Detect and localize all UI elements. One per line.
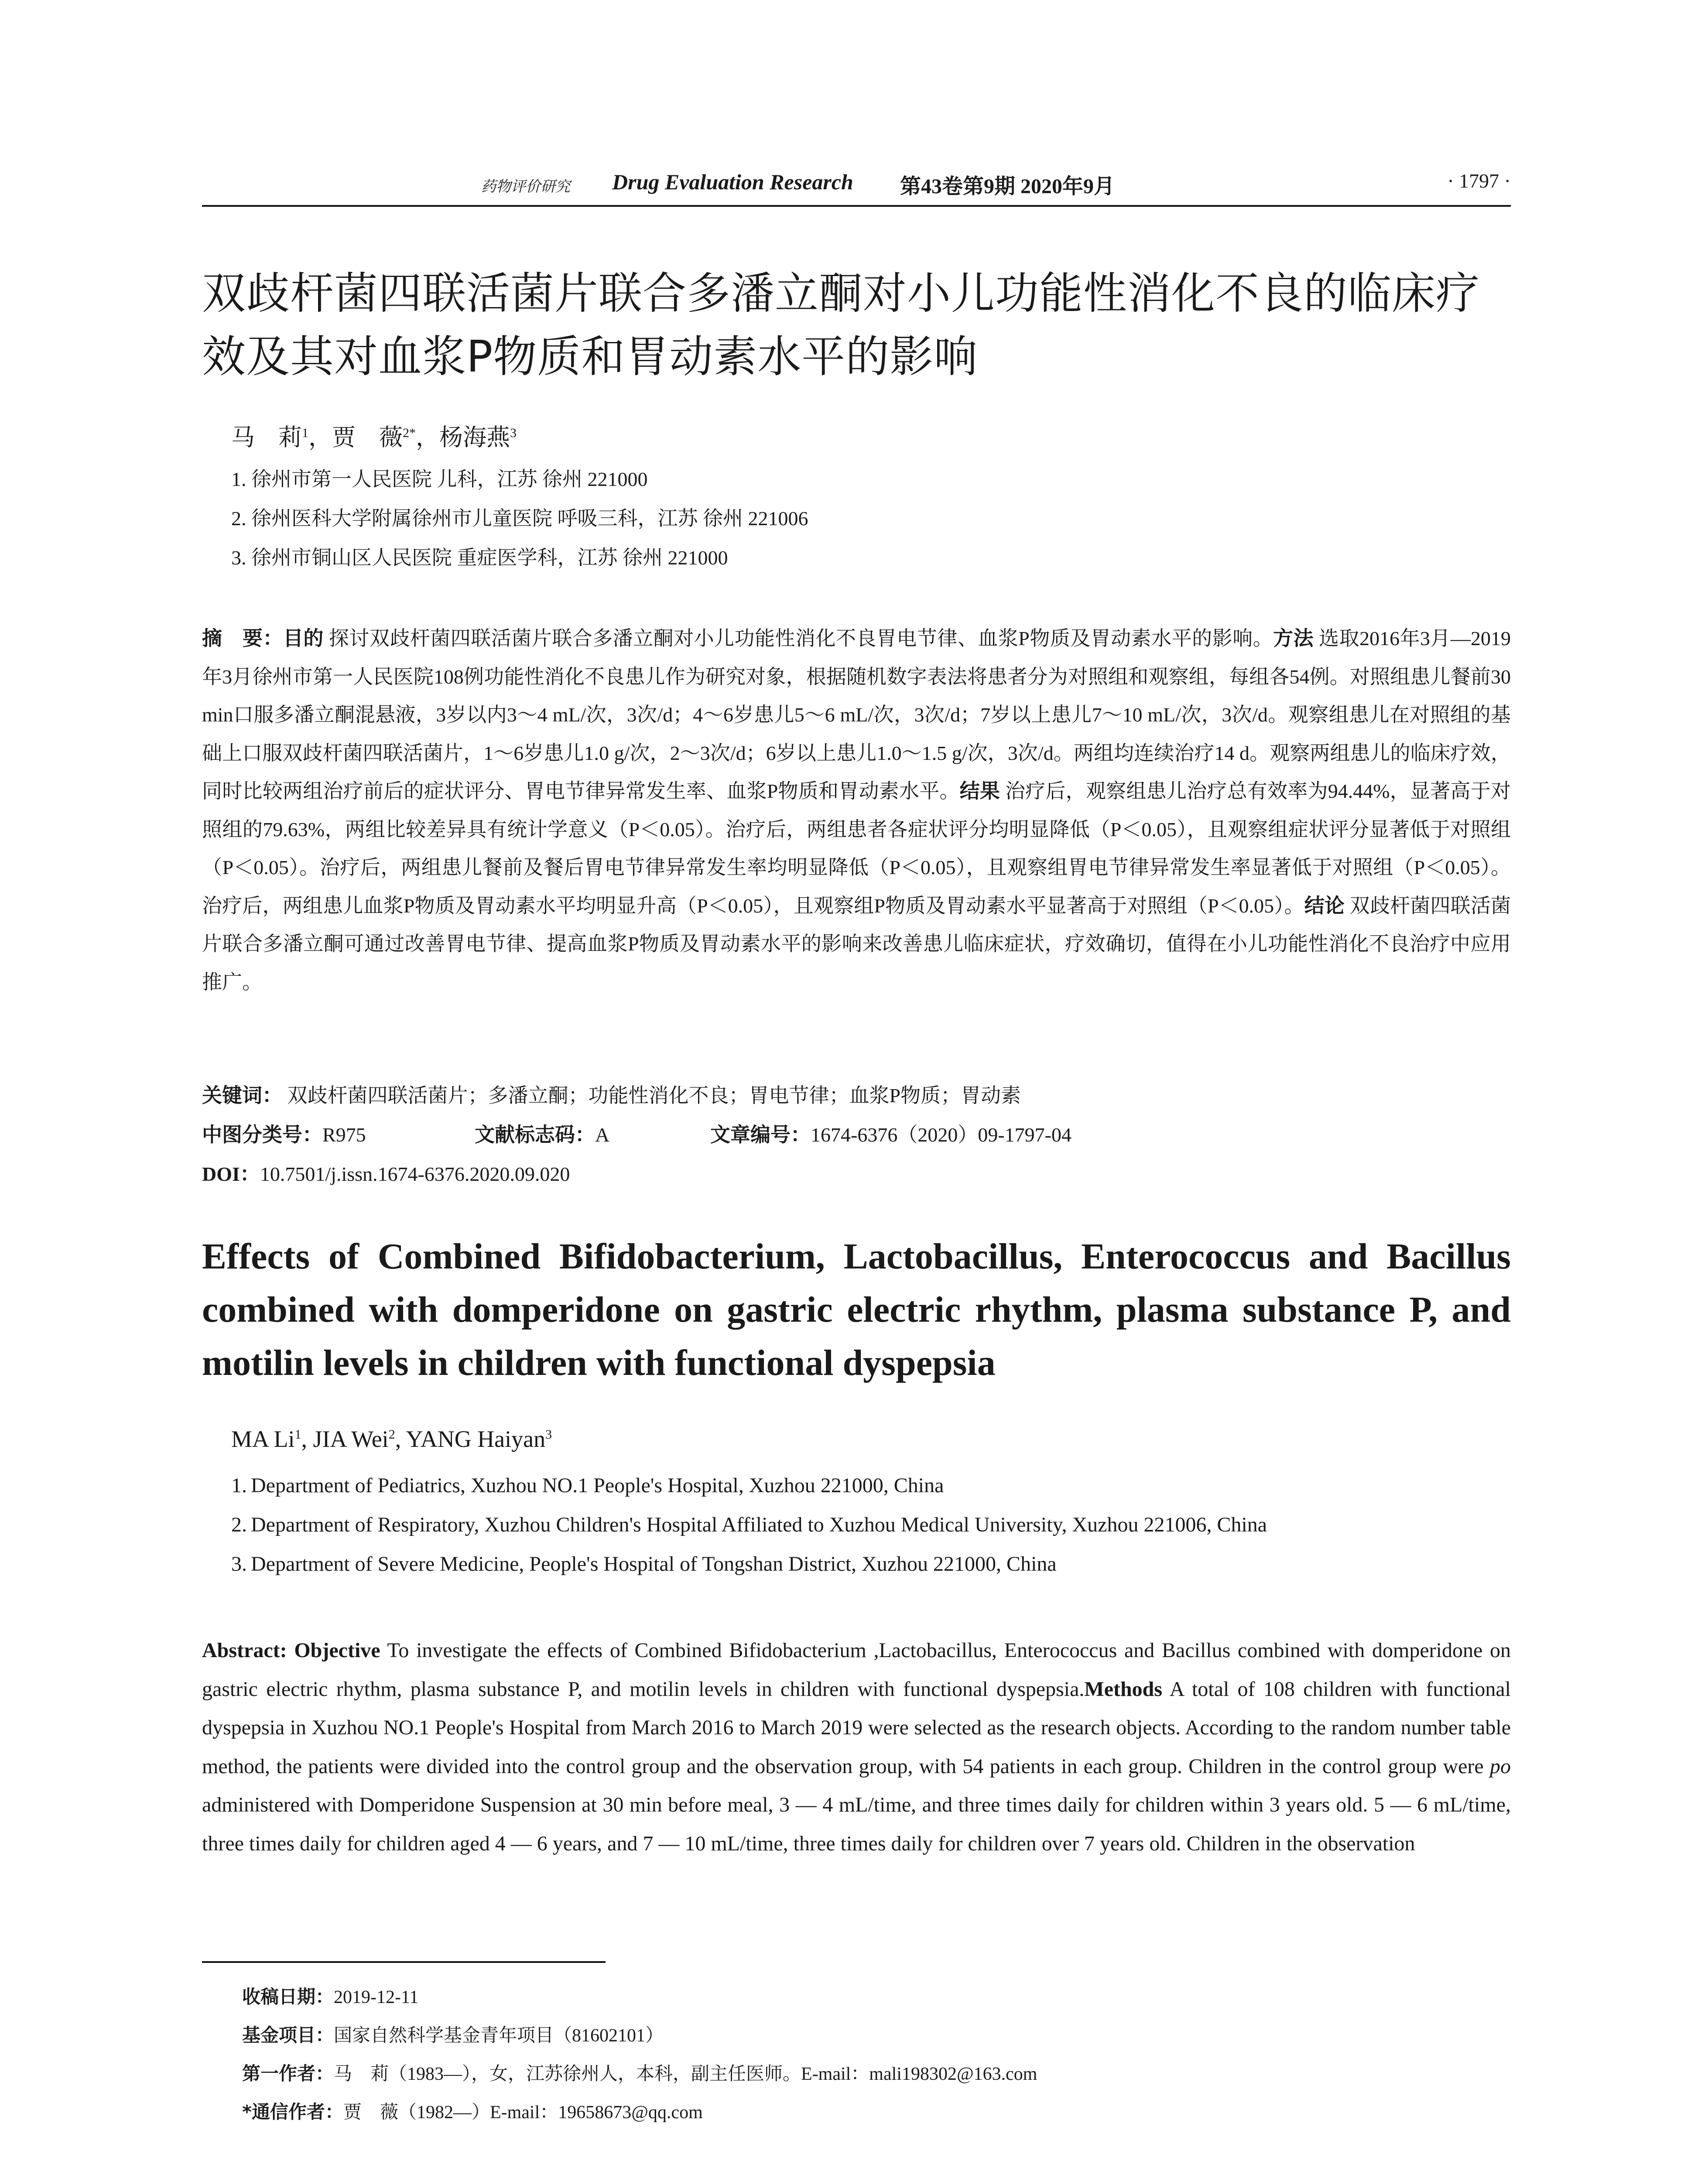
first-author	[242, 2059, 1037, 2085]
clc-label: 中图分类号：	[202, 1123, 322, 1146]
author-name: MA Li	[231, 1426, 295, 1452]
first-author-value: 马 莉（1983—），女，江苏徐州人，本科，副主任医师。E-mail：mali198302@163.com	[334, 2064, 1037, 2084]
doi-value: 10.7501/j.issn.1674-6376.2020.09.020	[260, 1163, 570, 1185]
chinese-authors	[231, 419, 517, 452]
methods-text-continued: administered with Domperidone Suspension at 30 min before meal, 3 — 4 mL/time, and three times daily for children within 3 years old. 5 — 6 mL/time, three times daily for children aged 4 — 6 years, and 7 — 10 mL/time, three times daily for children over 7 years old. Children in the observation	[202, 1793, 1511, 1855]
affiliation-text: Department of Pediatrics, Xuzhou NO.1 People's Hospital, Xuzhou 221000, China	[251, 1474, 944, 1497]
conclusion-label: 结论	[1304, 893, 1345, 917]
classification-line	[202, 1119, 1511, 1145]
chinese-title: 双歧杆菌四联活菌片联合多潘立酮对小儿功能性消化不良的临床疗效及其对血浆P物质和胃动素水平的影响	[202, 268, 1480, 382]
doc-code-item	[475, 1119, 609, 1148]
methods-label: 方法	[1273, 626, 1314, 650]
fund-label: 基金项目：	[242, 2024, 334, 2046]
article-no-item	[710, 1119, 1071, 1148]
author-superscript: 2*	[403, 426, 416, 440]
author-superscript: 1	[302, 426, 308, 440]
abstract-label: 摘 要：	[202, 626, 283, 650]
affiliation-number: 2.	[231, 1513, 247, 1536]
author-name: ，贾 薇	[308, 424, 403, 451]
affiliation-number: 3.	[231, 1552, 247, 1576]
author-name: , YANG Haiyan	[395, 1426, 546, 1452]
corresponding-author	[242, 2098, 703, 2124]
doi-line	[202, 1158, 570, 1187]
english-abstract	[202, 1631, 1511, 1863]
author-superscript: 3	[545, 1427, 552, 1442]
journal-logo: 药物评价研究	[481, 179, 570, 195]
doc-code-value: A	[595, 1124, 610, 1146]
journal-name: Drug Evaluation Research	[612, 170, 853, 194]
methods-label: Methods	[1084, 1677, 1163, 1701]
corresponding-label: *通信作者：	[242, 2101, 343, 2123]
header-rule	[202, 205, 1511, 207]
english-affiliation-1	[231, 1473, 944, 1497]
chinese-affiliation-1: 1. 徐州市第一人民医院 儿科，江苏 徐州 221000	[231, 468, 648, 490]
first-author-label: 第一作者：	[242, 2063, 334, 2084]
article-no-label: 文章编号：	[710, 1123, 811, 1146]
page-number: · 1797 ·	[1447, 170, 1511, 192]
received-label: 收稿日期：	[242, 1986, 334, 2007]
results-text: 治疗后，观察组患儿治疗总有效率为94.44%，显著高于对照组的79.63%，两组比较差异具有统计学意义（P＜0.05）。治疗后，两组患者各症状评分均明显降低（P＜0.05），且观察组症状评分显著低于对照组（P＜0.05）。治疗后，两组患儿餐前及餐后胃电节律异常发生率均明显降低（P＜0.05），且观察组胃电节律异常发生率显著低于对照组（P＜0.05）。治疗后，两组患儿血浆P物质及胃动素水平均明显升高（P＜0.05），且观察组P物质及胃动素水平显著高于对照组（P＜0.05）。	[202, 780, 1511, 917]
affiliation-text: Department of Respiratory, Xuzhou Children's Hospital Affiliated to Xuzhou Medical University, Xuzhou 221006, China	[251, 1513, 1267, 1536]
objective-label: 目的	[283, 626, 324, 650]
article-no-value: 1674-6376（2020）09-1797-04	[811, 1124, 1071, 1146]
results-label: 结果	[959, 779, 1000, 803]
chinese-abstract	[202, 619, 1511, 1001]
objective-label: Objective	[294, 1639, 380, 1662]
keywords-label: 关键词：	[202, 1084, 282, 1107]
objective-text: 探讨双歧杆菌四联活菌片联合多潘立酮对小儿功能性消化不良胃电节律、血浆P物质及胃动素水平的影响。	[329, 627, 1273, 650]
author-superscript: 2	[388, 1427, 395, 1442]
english-affiliation-3	[231, 1552, 1057, 1576]
chinese-affiliation-3: 3. 徐州市铜山区人民医院 重症医学科，江苏 徐州 221000	[231, 547, 728, 569]
running-header	[202, 169, 1511, 204]
footnote-rule	[202, 1961, 606, 1963]
objective-text: To investigate the effects of Combined Bifidobacterium ,Lactobacillus, Enterococcus and Bacillus combined with domperidone on gastric electric rhythm, plasma substance P, and motilin levels in children with functional dyspepsia.	[202, 1639, 1511, 1701]
english-authors	[231, 1426, 552, 1453]
clc-value: R975	[322, 1124, 366, 1146]
affiliation-text: Department of Severe Medicine, People's Hospital of Tongshan District, Xuzhou 221000, China	[251, 1552, 1057, 1576]
doc-code-label: 文献标志码：	[475, 1123, 595, 1146]
received-date	[242, 1983, 418, 2009]
abstract-label: Abstract:	[202, 1639, 287, 1662]
clc-item	[202, 1119, 366, 1148]
keywords-line	[202, 1080, 1021, 1108]
author-name: , JIA Wei	[301, 1426, 389, 1452]
author-name: 马 莉	[231, 424, 302, 451]
fund-project	[242, 2021, 664, 2047]
affiliation-number: 1.	[231, 1474, 247, 1497]
conclusion-text: 双歧杆菌四联活菌片联合多潘立酮可通过改善胃电节律、提高血浆P物质及胃动素水平的影响来改善患儿临床症状，疗效确切，值得在小儿功能性消化不良治疗中应用推广。	[202, 894, 1511, 993]
journal-issue: 第43卷第9期 2020年9月	[900, 175, 1115, 198]
fund-value: 国家自然科学基金青年项目（81602101）	[334, 2026, 664, 2046]
author-superscript: 1	[294, 1427, 301, 1442]
author-name: ，杨海燕	[416, 424, 510, 451]
english-affiliation-2	[231, 1513, 1267, 1537]
corresponding-value: 贾 薇（1982—）E-mail：19658673@qq.com	[343, 2102, 703, 2123]
route-abbrev: po	[1490, 1754, 1511, 1778]
keywords: 双歧杆菌四联活菌片；多潘立酮；功能性消化不良；胃电节律；血浆P物质；胃动素	[287, 1084, 1021, 1107]
methods-text: 选取2016年3月—2019年3月徐州市第一人民医院108例功能性消化不良患儿作为研究对象，根据随机数字表法将患者分为对照组和观察组，每组各54例。对照组患儿餐前30 min口服多潘立酮混悬液，3岁以内3～4 mL/次，3次/d；4～6岁患儿5～6 mL/次，3次/d；7岁以上患儿7～10 mL/次，3次/d。观察组患儿在对照组的基础上口服双歧杆菌四联活菌片，1～6岁患儿1.0 g/次，2～3次/d；6岁以上患儿1.0～1.5 g/次，3次/d。两组均连续治疗14 d。观察两组患儿的临床疗效，同时比较两组治疗前后的症状评分、胃电节律异常发生率、血浆P物质和胃动素水平。	[202, 627, 1511, 802]
doi-label: DOI：	[202, 1163, 260, 1185]
chinese-affiliation-2: 2. 徐州医科大学附属徐州市儿童医院 呼吸三科，江苏 徐州 221006	[231, 507, 808, 530]
english-title: Effects of Combined Bifidobacterium, Lactobacillus, Enterococcus and Bacillus combined with domperidone on gastric electric rhythm, plasma substance P, and motilin levels in children with functional dyspepsia	[202, 1236, 1511, 1383]
received-value: 2019-12-11	[334, 1987, 419, 2007]
author-superscript: 3	[510, 426, 517, 440]
methods-text: A total of 108 children with functional dyspepsia in Xuzhou NO.1 People's Hospital from March 2016 to March 2019 were selected as the research objects. According to the random number table method, the patients were divided into the control group and the observation group, with 54 patients in each group. Children in the control group were	[202, 1677, 1511, 1778]
